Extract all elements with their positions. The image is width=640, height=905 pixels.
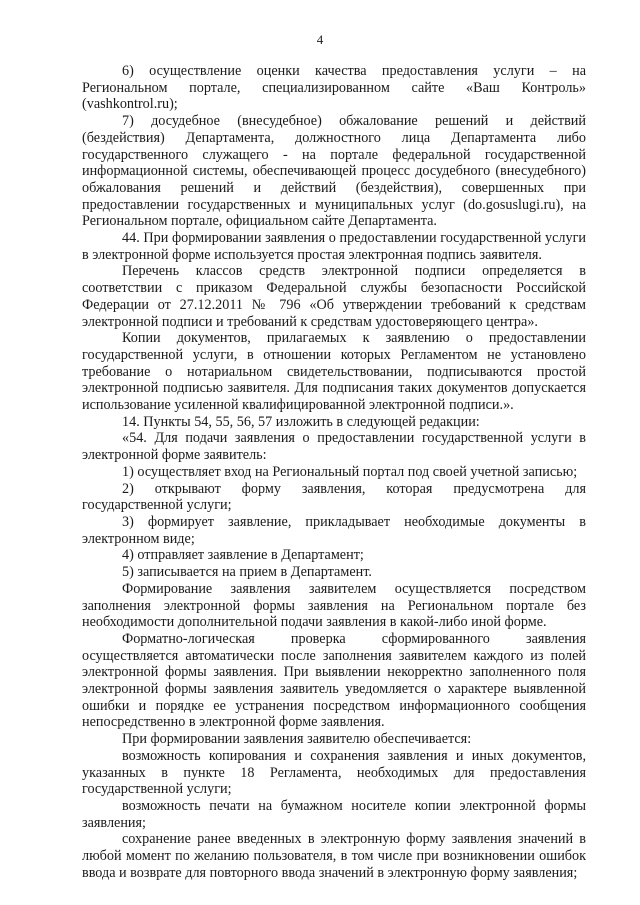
paragraph: 3) формирует заявление, прикладывает необходимые документы в электронном виде; — [82, 513, 586, 547]
document-body — [82, 63, 586, 881]
paragraph: При формировании заявления заявителю обеспечивается: — [122, 731, 472, 748]
paragraph: «54. Для подачи заявления о предоставлении государственной услуги в электронной форме заявитель: — [82, 430, 586, 464]
paragraph: 6) осуществление оценки качества предоставления услуги – на Региональном портале, специализированном сайте «Ваш Контроль» (vashkontrol.ru); — [82, 63, 586, 113]
paragraph: 5) записывается на прием в Департамент. — [122, 564, 372, 581]
paragraph: 7) досудебное (внесудебное) обжалование решений и действий (бездействия) Департамента, должностного лица Департамента либо государственного служащего - на портале федеральной государственной информационной системы, обеспечивающей процесс досудебного (внесудебного) обжалования решений и действий (бездействия), совершенных при предоставлении государственных и муниципальных услуг (do.gosuslugi.ru), на Региональном портале, официальном сайте Департамента. — [82, 113, 586, 230]
paragraph: 44. При формировании заявления о предоставлении государственной услуги в электронной форме используется простая электронная подпись заявителя. — [82, 230, 586, 263]
page-number: 4 — [316, 32, 324, 47]
paragraph: возможность печати на бумажном носителе копии электронной формы заявления; — [82, 797, 586, 831]
paragraph: 2) открывают форму заявления, которая предусмотрена для государственной услуги; — [82, 480, 586, 514]
paragraph: сохранение ранее введенных в электронную форму заявления значений в любой момент по желанию пользователя, в том числе при возникновении ошибок ввода и возврате для повторного ввода значений в электронную форму заявления; — [82, 831, 586, 881]
paragraph: возможность копирования и сохранения заявления и иных документов, указанных в пункте 18 Регламента, необходимых для предоставления государственной услуги; — [82, 747, 586, 798]
paragraph: 4) отправляет заявление в Департамент; — [122, 547, 364, 564]
paragraph: 1) осуществляет вход на Региональный портал под своей учетной записью; — [122, 463, 578, 480]
paragraph: Копии документов, прилагаемых к заявлению о предоставлении государственной услуги, в отношении которых Регламентом не установлено требование о нотариальном свидетельствовании, подписываются простой электронной подписью заявителя. Для подписания таких документов допускается использование усиленной квалифицированной электронной подписи.». — [82, 330, 586, 414]
paragraph: Формирование заявления заявителем осуществляется посредством заполнения электронной формы заявления на Региональном портале без необходимости дополнительной подачи заявления в какой-либо иной форме. — [82, 580, 586, 631]
paragraph: Перечень классов средств электронной подписи определяется в соответствии с приказом Федеральной службы безопасности Российской Федерации от 27.12.2011 № 796 «Об утверждении требований к средствам электронной подписи и требований к средствам удостоверяющего центра». — [82, 263, 586, 330]
paragraph: Форматно-логическая проверка сформированного заявления осуществляется автоматически после заполнения заявителем каждого из полей электронной формы заявления. При выявлении некорректно заполненного поля электронной формы заявления заявитель уведомляется о характере выявленной ошибки и порядке ее устранения посредством информационного сообщения непосредственно в электронной форме заявления. — [82, 630, 586, 731]
paragraph: 14. Пункты 54, 55, 56, 57 изложить в следующей редакции: — [122, 413, 480, 430]
